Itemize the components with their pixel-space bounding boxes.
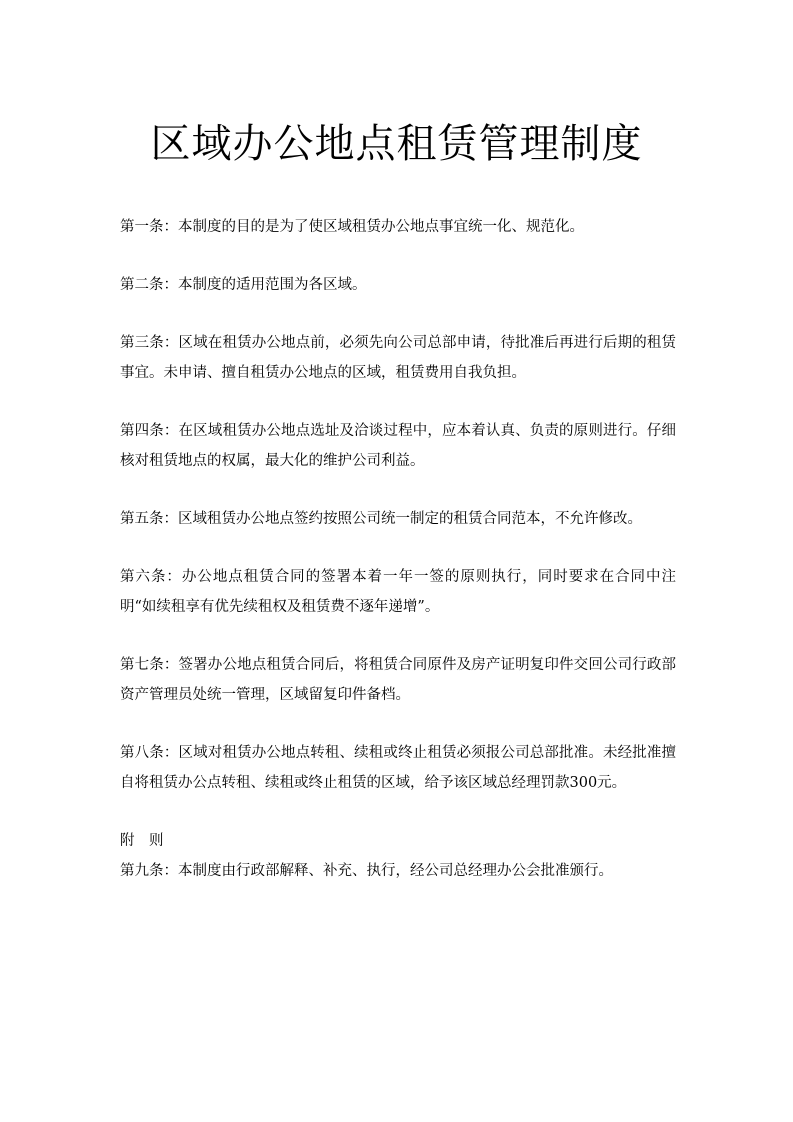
- article-6: 第六条：办公地点租赁合同的签署本着一年一签的原则执行，同时要求在合同中注明“如续租享有优先续租权及租赁费不逐年递增”。: [120, 569, 676, 615]
- article-1: 第一条：本制度的目的是为了使区域租赁办公地点事宜统一化、规范化。: [120, 219, 584, 235]
- article-4: 第四条：在区域租赁办公地点选址及洽谈过程中，应本着认真、负责的原则进行。仔细核对租赁地点的权属，最大化的维护公司利益。: [120, 423, 676, 469]
- article-8: 第八条：区域对租赁办公地点转租、续租或终止租赁必须报公司总部批准。未经批准擅自将租赁办公点转租、续租或终止租赁的区域，给予该区域总经理罚款300元。: [120, 745, 676, 791]
- document-body: [120, 212, 676, 886]
- article-2: 第二条：本制度的适用范围为各区域。: [120, 277, 367, 293]
- appendix-heading: 附 则: [120, 833, 164, 849]
- article-7: 第七条：签署办公地点租赁合同后，将租赁合同原件及房产证明复印件交回公司行政部资产管理员处统一管理，区域留复印件备档。: [120, 657, 676, 703]
- article-9: 第九条：本制度由行政部解释、补充、执行，经公司总经理办公会批准颁行。: [120, 863, 613, 879]
- article-5: 第五条：区域租赁办公地点签约按照公司统一制定的租赁合同范本，不允许修改。: [120, 511, 642, 527]
- article-3: 第三条：区域在租赁办公地点前，必须先向公司总部申请，待批准后再进行后期的租赁事宜。未申请、擅自租赁办公地点的区域，租赁费用自我负担。: [120, 335, 676, 381]
- document-title: 区域办公地点租赁管理制度: [150, 121, 643, 167]
